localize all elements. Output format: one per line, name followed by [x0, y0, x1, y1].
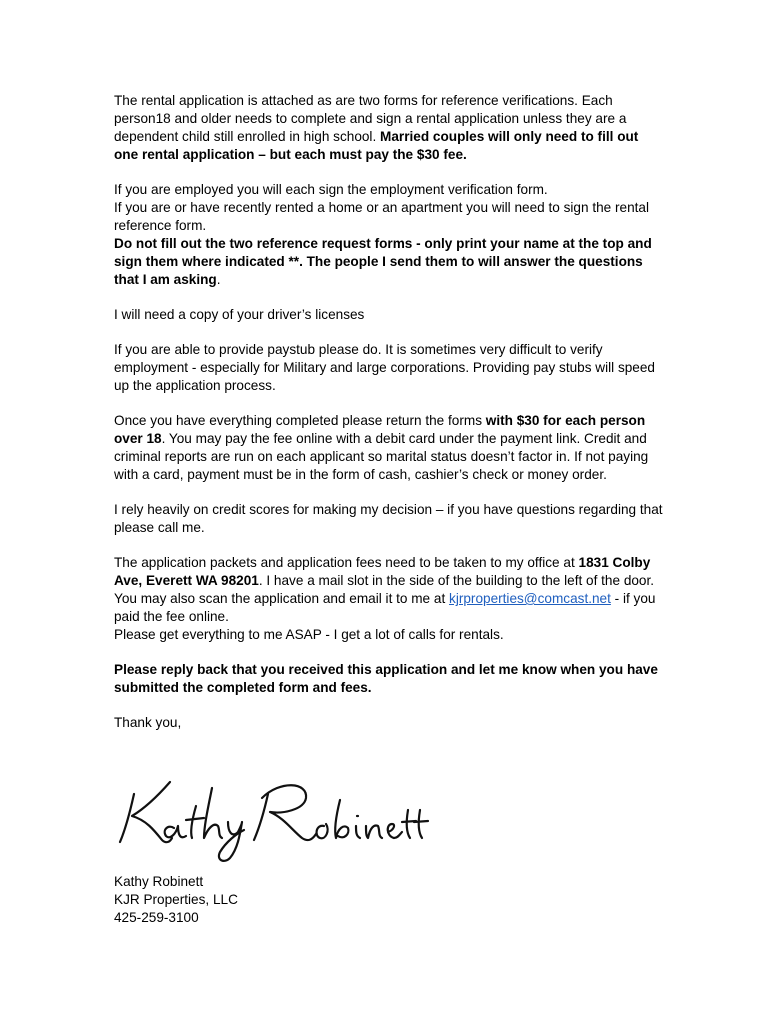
- paragraph-delivery: [114, 554, 666, 644]
- closing: Thank you,: [114, 715, 182, 730]
- signature-block: [114, 873, 238, 927]
- fee-online-text: - if you paid the fee online.: [114, 591, 656, 624]
- company-name: KJR Properties, LLC: [114, 892, 238, 907]
- fee-amount: with $30 for each person over 18: [114, 413, 646, 446]
- signer-name: Kathy Robinett: [114, 874, 204, 889]
- reference-forms-warning: Do not fill out the two reference request forms - only print your name at the top and sign them where indicated **. The people I send them to will answer the questions that I am asking: [114, 236, 652, 287]
- payment-details-text: . You may pay the fee online with a debit card under the payment link. Credit and criminal reports are run on each applicant so marital status doesn’t factor in. If not paying with a card, payment must be in the form of cash, cashier’s check or money order.: [114, 431, 649, 482]
- employment-form-text: If you are employed you will each sign the employment verification form.: [114, 182, 548, 197]
- return-forms-text: Once you have everything completed please return the forms: [114, 413, 486, 428]
- mail-slot-text: . I have a mail slot in the side of the building to the left of the door. You may also scan the application and email it to me at: [114, 573, 655, 606]
- paragraph-reply: [114, 661, 666, 697]
- paragraph-requirements: [114, 92, 666, 164]
- paragraph-license: I will need a copy of your driver’s licenses: [114, 307, 365, 322]
- paragraph-payment: [114, 412, 666, 484]
- letter-body: [114, 92, 666, 732]
- office-address: 1831 Colby Ave, Everett WA 98201: [114, 555, 651, 588]
- paragraph-forms: [114, 181, 666, 289]
- rental-reference-text: If you are or have recently rented a home or an apartment you will need to sign the rental reference form.: [114, 200, 649, 233]
- married-couples-note: Married couples will only need to fill out one rental application – but each must pay the $30 fee.: [114, 129, 639, 162]
- paragraph-credit: I rely heavily on credit scores for making my decision – if you have questions regarding that please call me.: [114, 502, 663, 535]
- requirements-text: The rental application is attached as are two forms for reference verifications. Each person18 and older needs to complete and sign a rental application unless they are a dependent child still enrolled in high school.: [114, 93, 627, 144]
- reply-request: Please reply back that you received this application and let me know when you have submitted the completed form and fees.: [114, 662, 658, 695]
- asap-text: Please get everything to me ASAP - I get a lot of calls for rentals.: [114, 627, 504, 642]
- handwritten-signature: [112, 764, 432, 864]
- period: .: [216, 272, 221, 287]
- paragraph-paystub: If you are able to provide paystub please do. It is sometimes very difficult to verify employment - especially for Military and large corporations. Providing pay stubs will speed up the application process.: [114, 342, 655, 393]
- email-link[interactable]: kjrproperties@comcast.net: [449, 591, 611, 606]
- phone-number: 425-259-3100: [114, 910, 199, 925]
- delivery-text: The application packets and application fees need to be taken to my office at: [114, 555, 579, 570]
